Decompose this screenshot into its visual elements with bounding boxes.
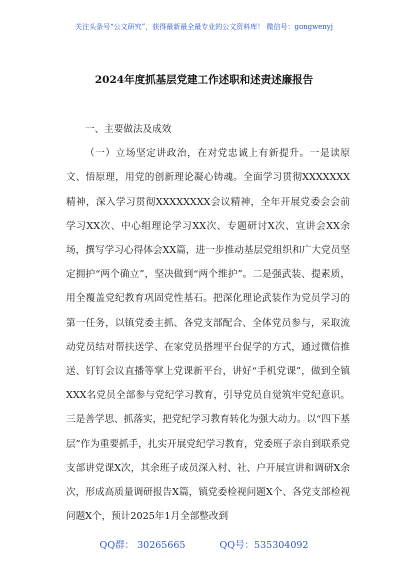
- footer-qq-number: QQ号：535304092: [219, 540, 309, 551]
- body-paragraph: （一）立场坚定讲政治，在对党忠诚上有新提升。一是读原文、悟原理，用党的创新理论凝心铸魂。全面学习贯彻XXXXXXX精神，深入学习贯彻XXXXXXXX会议精神，全年开展党委会会前学习XX次、中心组理论学习XX次、专题研讨X次、宣讲会XX余场，撰写学习心得体会XX篇，进一步推动基层党组织和广大党员坚定拥护“两个确立”，坚决做到“两个维护”。二是强武装、提素质，用全覆盖党纪教育巩固党性基石。把深化理论武装作为党员学习的第一任务，以镇党委主抓、各党支部配合、全体党员参与，采取流动党员结对帮扶送学、在家党员搭埋平台促学的方式，通过微信推送、钉钉会议直播等掌上党课新平台，讲好“手机党课”，做到全镇XXX名党员全部参与党纪学习教育，引导党员自觉筑牢党纪意识。三是善学思、抓落实，把党纪学习教育转化为强大动力。以“四下基层”作为重要抓手，扎实开展党纪学习教育，党委班子亲自到联系党支部讲党课X次，其余班子成员深入村、社、户开展宣讲和调研X余次，形成高质量调研报告X篇，镇党委检视问题X个、各党支部检视问题X个，预计2025年1月全部整改到: [66, 148, 350, 523]
- document-body: [66, 118, 350, 529]
- section-heading: 一、主要做法及成效: [85, 124, 172, 135]
- footer-qq-group: QQ群： 30265665: [99, 540, 186, 551]
- document-title: 2024年度抓基层党建工作述职和述责述廉报告: [94, 74, 314, 86]
- footer-contact: [0, 540, 408, 552]
- top-banner: 关注头条号“公文研究”，获得最新最全最专业的公文资料库！ 微信号：gongwenyj: [75, 23, 333, 31]
